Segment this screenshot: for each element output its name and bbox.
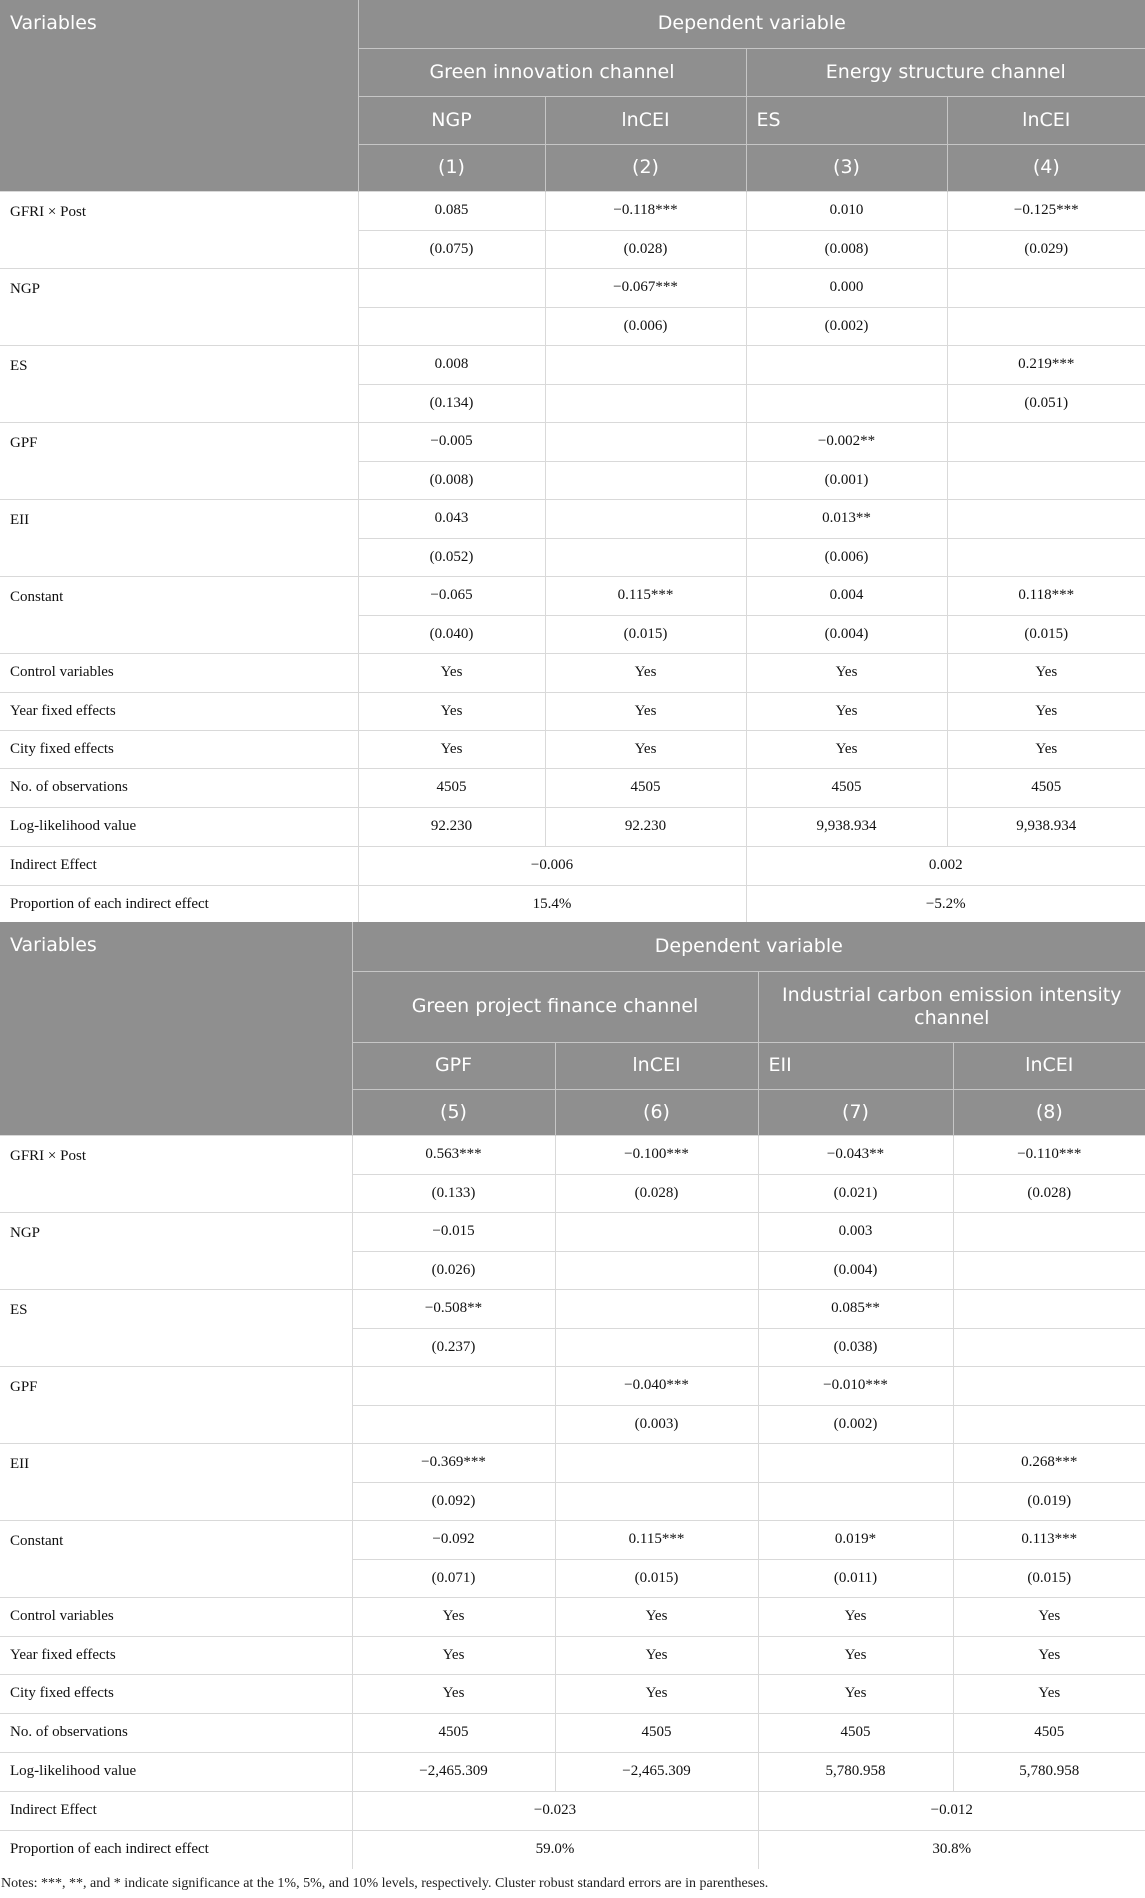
coefficient-cell: 0.010 [746,191,947,230]
std-error-cell [352,1405,555,1443]
row-label: Proportion of each indirect effect [0,1830,352,1869]
std-error-cell [746,384,947,422]
std-error-cell: (0.133) [352,1174,555,1212]
table-row [0,885,1145,924]
coefficient-cell [947,422,1145,461]
std-error-cell: (0.001) [746,461,947,499]
table-row [0,768,1145,807]
proportion-value: 30.8% [758,1830,1145,1869]
value-cell: Yes [758,1597,953,1636]
coefficient-cell: 0.013** [746,499,947,538]
std-error-cell [758,1482,953,1520]
value-cell: Yes [947,692,1145,730]
row-label: No. of observations [0,1713,352,1752]
coefficient-cell: −0.040*** [555,1366,758,1405]
coefficient-cell [953,1366,1145,1405]
std-error-cell [555,1482,758,1520]
value-cell: 5,780.958 [758,1752,953,1791]
table-row [0,1636,1145,1674]
std-error-cell: (0.028) [953,1174,1145,1212]
value-cell: Yes [358,653,545,692]
table-row [0,730,1145,768]
table-row [0,191,1145,230]
table-row [0,846,1145,885]
value-cell: Yes [746,730,947,768]
table-notes: Notes: ***, **, and * indicate significance at the 1%, 5%, and 10% levels, respectively. Cluster robust standard errors are in parentheses. [1,1876,769,1891]
std-error-cell: (0.015) [947,615,1145,653]
column-variable-header: lnCEI [545,96,746,144]
coefficient-cell: 0.043 [358,499,545,538]
coefficient-cell [746,345,947,384]
row-label: GFRI × Post [0,1135,352,1212]
table-row [0,1366,1145,1405]
value-cell: 4505 [358,768,545,807]
coefficient-cell: −0.010*** [758,1366,953,1405]
std-error-cell [953,1251,1145,1289]
coefficient-cell: 0.115*** [555,1520,758,1559]
coefficient-cell: 0.118*** [947,576,1145,615]
row-label: ES [0,1289,352,1366]
column-number-header: (1) [358,144,545,191]
coefficient-cell: −0.125*** [947,191,1145,230]
coefficient-cell: −0.118*** [545,191,746,230]
coefficient-cell: 0.008 [358,345,545,384]
value-cell: Yes [758,1674,953,1713]
row-label: Indirect Effect [0,1791,352,1830]
value-cell: Yes [746,653,947,692]
value-cell: 4505 [555,1713,758,1752]
column-number-header: (7) [758,1089,953,1135]
variables-header: Variables [0,922,352,1135]
table-row [0,1713,1145,1752]
value-cell: 92.230 [358,807,545,846]
row-label: GPF [0,1366,352,1443]
std-error-cell: (0.071) [352,1559,555,1597]
indirect-effect-value: 0.002 [746,846,1145,885]
value-cell: 4505 [953,1713,1145,1752]
variables-header: Variables [0,0,358,191]
table-row [0,1830,1145,1869]
std-error-cell: (0.040) [358,615,545,653]
std-error-cell [947,307,1145,345]
row-label: EII [0,1443,352,1520]
std-error-cell: (0.038) [758,1328,953,1366]
value-cell: 4505 [545,768,746,807]
value-cell: Yes [545,692,746,730]
column-variable-header: lnCEI [947,96,1145,144]
std-error-cell: (0.134) [358,384,545,422]
coefficient-cell: 0.113*** [953,1520,1145,1559]
std-error-cell: (0.002) [746,307,947,345]
std-error-cell [545,461,746,499]
coefficient-cell: −0.005 [358,422,545,461]
value-cell: 4505 [947,768,1145,807]
coefficient-cell [555,1289,758,1328]
coefficient-cell: 0.085 [358,191,545,230]
column-variable-header: GPF [352,1042,555,1089]
row-label: City fixed effects [0,730,358,768]
value-cell: Yes [352,1597,555,1636]
table-row [0,1289,1145,1328]
std-error-cell [555,1251,758,1289]
value-cell: 4505 [352,1713,555,1752]
table-row [0,1597,1145,1636]
coefficient-cell [758,1443,953,1482]
value-cell: Yes [358,730,545,768]
row-label: GFRI × Post [0,191,358,268]
row-label: Year fixed effects [0,1636,352,1674]
std-error-cell: (0.026) [352,1251,555,1289]
proportion-value: 15.4% [358,885,746,924]
coefficient-cell [358,268,545,307]
row-label: ES [0,345,358,422]
coefficient-cell: −0.110*** [953,1135,1145,1174]
row-label: NGP [0,1212,352,1289]
table-row [0,1212,1145,1251]
value-cell: Yes [545,730,746,768]
indirect-effect-value: −0.006 [358,846,746,885]
table-row [0,1443,1145,1482]
std-error-cell: (0.008) [746,230,947,268]
coefficient-cell: 0.004 [746,576,947,615]
table-row [0,807,1145,846]
std-error-cell [358,307,545,345]
indirect-effect-value: −0.023 [352,1791,758,1830]
coefficient-cell: 0.268*** [953,1443,1145,1482]
row-label: Proportion of each indirect effect [0,885,358,924]
table-row [0,499,1145,538]
std-error-cell: (0.019) [953,1482,1145,1520]
std-error-cell [947,461,1145,499]
std-error-cell: (0.051) [947,384,1145,422]
std-error-cell: (0.075) [358,230,545,268]
coefficient-cell: 0.019* [758,1520,953,1559]
table-row [0,268,1145,307]
row-label: Constant [0,576,358,653]
row-label: Control variables [0,653,358,692]
coefficient-cell: −0.043** [758,1135,953,1174]
row-label: Control variables [0,1597,352,1636]
column-variable-header: NGP [358,96,545,144]
std-error-cell: (0.004) [746,615,947,653]
value-cell: Yes [555,1674,758,1713]
coefficient-cell: 0.219*** [947,345,1145,384]
value-cell: Yes [947,653,1145,692]
coefficient-cell [545,499,746,538]
std-error-cell: (0.011) [758,1559,953,1597]
value-cell: Yes [352,1674,555,1713]
row-label: No. of observations [0,768,358,807]
proportion-value: 59.0% [352,1830,758,1869]
coefficient-cell [947,499,1145,538]
channel-header-green-project-finance: Green project finance channel [352,971,758,1042]
coefficient-cell: −0.369*** [352,1443,555,1482]
row-label: EII [0,499,358,576]
value-cell: Yes [953,1674,1145,1713]
column-number-header: (5) [352,1089,555,1135]
table-row [0,1520,1145,1559]
std-error-cell: (0.021) [758,1174,953,1212]
table-row [0,1135,1145,1174]
value-cell: −2,465.309 [555,1752,758,1791]
row-label: Log-likelihood value [0,1752,352,1791]
value-cell: Yes [947,730,1145,768]
table-row [0,692,1145,730]
std-error-cell: (0.006) [545,307,746,345]
value-cell: Yes [953,1597,1145,1636]
row-label: Log-likelihood value [0,807,358,846]
column-number-header: (3) [746,144,947,191]
std-error-cell: (0.004) [758,1251,953,1289]
column-number-header: (8) [953,1089,1145,1135]
column-variable-header: lnCEI [953,1042,1145,1089]
column-number-header: (6) [555,1089,758,1135]
column-variable-header: ES [746,96,947,144]
std-error-cell: (0.237) [352,1328,555,1366]
coefficient-cell [545,422,746,461]
value-cell: Yes [746,692,947,730]
std-error-cell: (0.015) [545,615,746,653]
proportion-value: −5.2% [746,885,1145,924]
row-label: GPF [0,422,358,499]
std-error-cell: (0.015) [555,1559,758,1597]
coefficient-cell: 0.115*** [545,576,746,615]
coefficient-cell [555,1212,758,1251]
value-cell: Yes [352,1636,555,1674]
dependent-variable-header: Dependent variable [358,0,1145,48]
value-cell: 4505 [746,768,947,807]
std-error-cell [947,538,1145,576]
channel-header-green-innovation: Green innovation channel [358,48,746,96]
indirect-effect-value: −0.012 [758,1791,1145,1830]
value-cell: Yes [953,1636,1145,1674]
std-error-cell [953,1328,1145,1366]
row-label: Year fixed effects [0,692,358,730]
table-row [0,653,1145,692]
column-variable-header: EII [758,1042,953,1089]
std-error-cell: (0.029) [947,230,1145,268]
std-error-cell: (0.003) [555,1405,758,1443]
row-label: City fixed effects [0,1674,352,1713]
coefficient-cell: −0.092 [352,1520,555,1559]
coefficient-cell: 0.085** [758,1289,953,1328]
table-row [0,1752,1145,1791]
table-row [0,1791,1145,1830]
row-label: Indirect Effect [0,846,358,885]
value-cell: 9,938.934 [746,807,947,846]
regression-table-panel-2 [0,922,1145,1869]
dependent-variable-header: Dependent variable [352,922,1145,971]
coefficient-cell: −0.065 [358,576,545,615]
channel-header-industrial-carbon: Industrial carbon emission intensity channel [758,971,1145,1042]
coefficient-cell: −0.015 [352,1212,555,1251]
value-cell: Yes [555,1597,758,1636]
table-row [0,422,1145,461]
std-error-cell: (0.028) [545,230,746,268]
value-cell: Yes [758,1636,953,1674]
column-variable-header: lnCEI [555,1042,758,1089]
coefficient-cell [947,268,1145,307]
std-error-cell: (0.052) [358,538,545,576]
regression-table-panel-1 [0,0,1145,924]
std-error-cell [953,1405,1145,1443]
table-row [0,576,1145,615]
std-error-cell: (0.092) [352,1482,555,1520]
coefficient-cell [352,1366,555,1405]
value-cell: 5,780.958 [953,1752,1145,1791]
value-cell: −2,465.309 [352,1752,555,1791]
channel-header-energy-structure: Energy structure channel [746,48,1145,96]
coefficient-cell [545,345,746,384]
table-row [0,345,1145,384]
std-error-cell: (0.015) [953,1559,1145,1597]
value-cell: 4505 [758,1713,953,1752]
coefficient-cell: 0.563*** [352,1135,555,1174]
column-number-header: (4) [947,144,1145,191]
coefficient-cell: −0.508** [352,1289,555,1328]
coefficient-cell: −0.067*** [545,268,746,307]
coefficient-cell: 0.003 [758,1212,953,1251]
value-cell: 92.230 [545,807,746,846]
value-cell: Yes [358,692,545,730]
row-label: Constant [0,1520,352,1597]
coefficient-cell: −0.002** [746,422,947,461]
value-cell: Yes [555,1636,758,1674]
value-cell: 9,938.934 [947,807,1145,846]
std-error-cell: (0.008) [358,461,545,499]
std-error-cell [555,1328,758,1366]
table-row [0,1674,1145,1713]
std-error-cell: (0.006) [746,538,947,576]
coefficient-cell: −0.100*** [555,1135,758,1174]
row-label: NGP [0,268,358,345]
value-cell: Yes [545,653,746,692]
std-error-cell [545,384,746,422]
coefficient-cell: 0.000 [746,268,947,307]
std-error-cell: (0.028) [555,1174,758,1212]
coefficient-cell [953,1289,1145,1328]
std-error-cell [545,538,746,576]
coefficient-cell [953,1212,1145,1251]
coefficient-cell [555,1443,758,1482]
std-error-cell: (0.002) [758,1405,953,1443]
column-number-header: (2) [545,144,746,191]
